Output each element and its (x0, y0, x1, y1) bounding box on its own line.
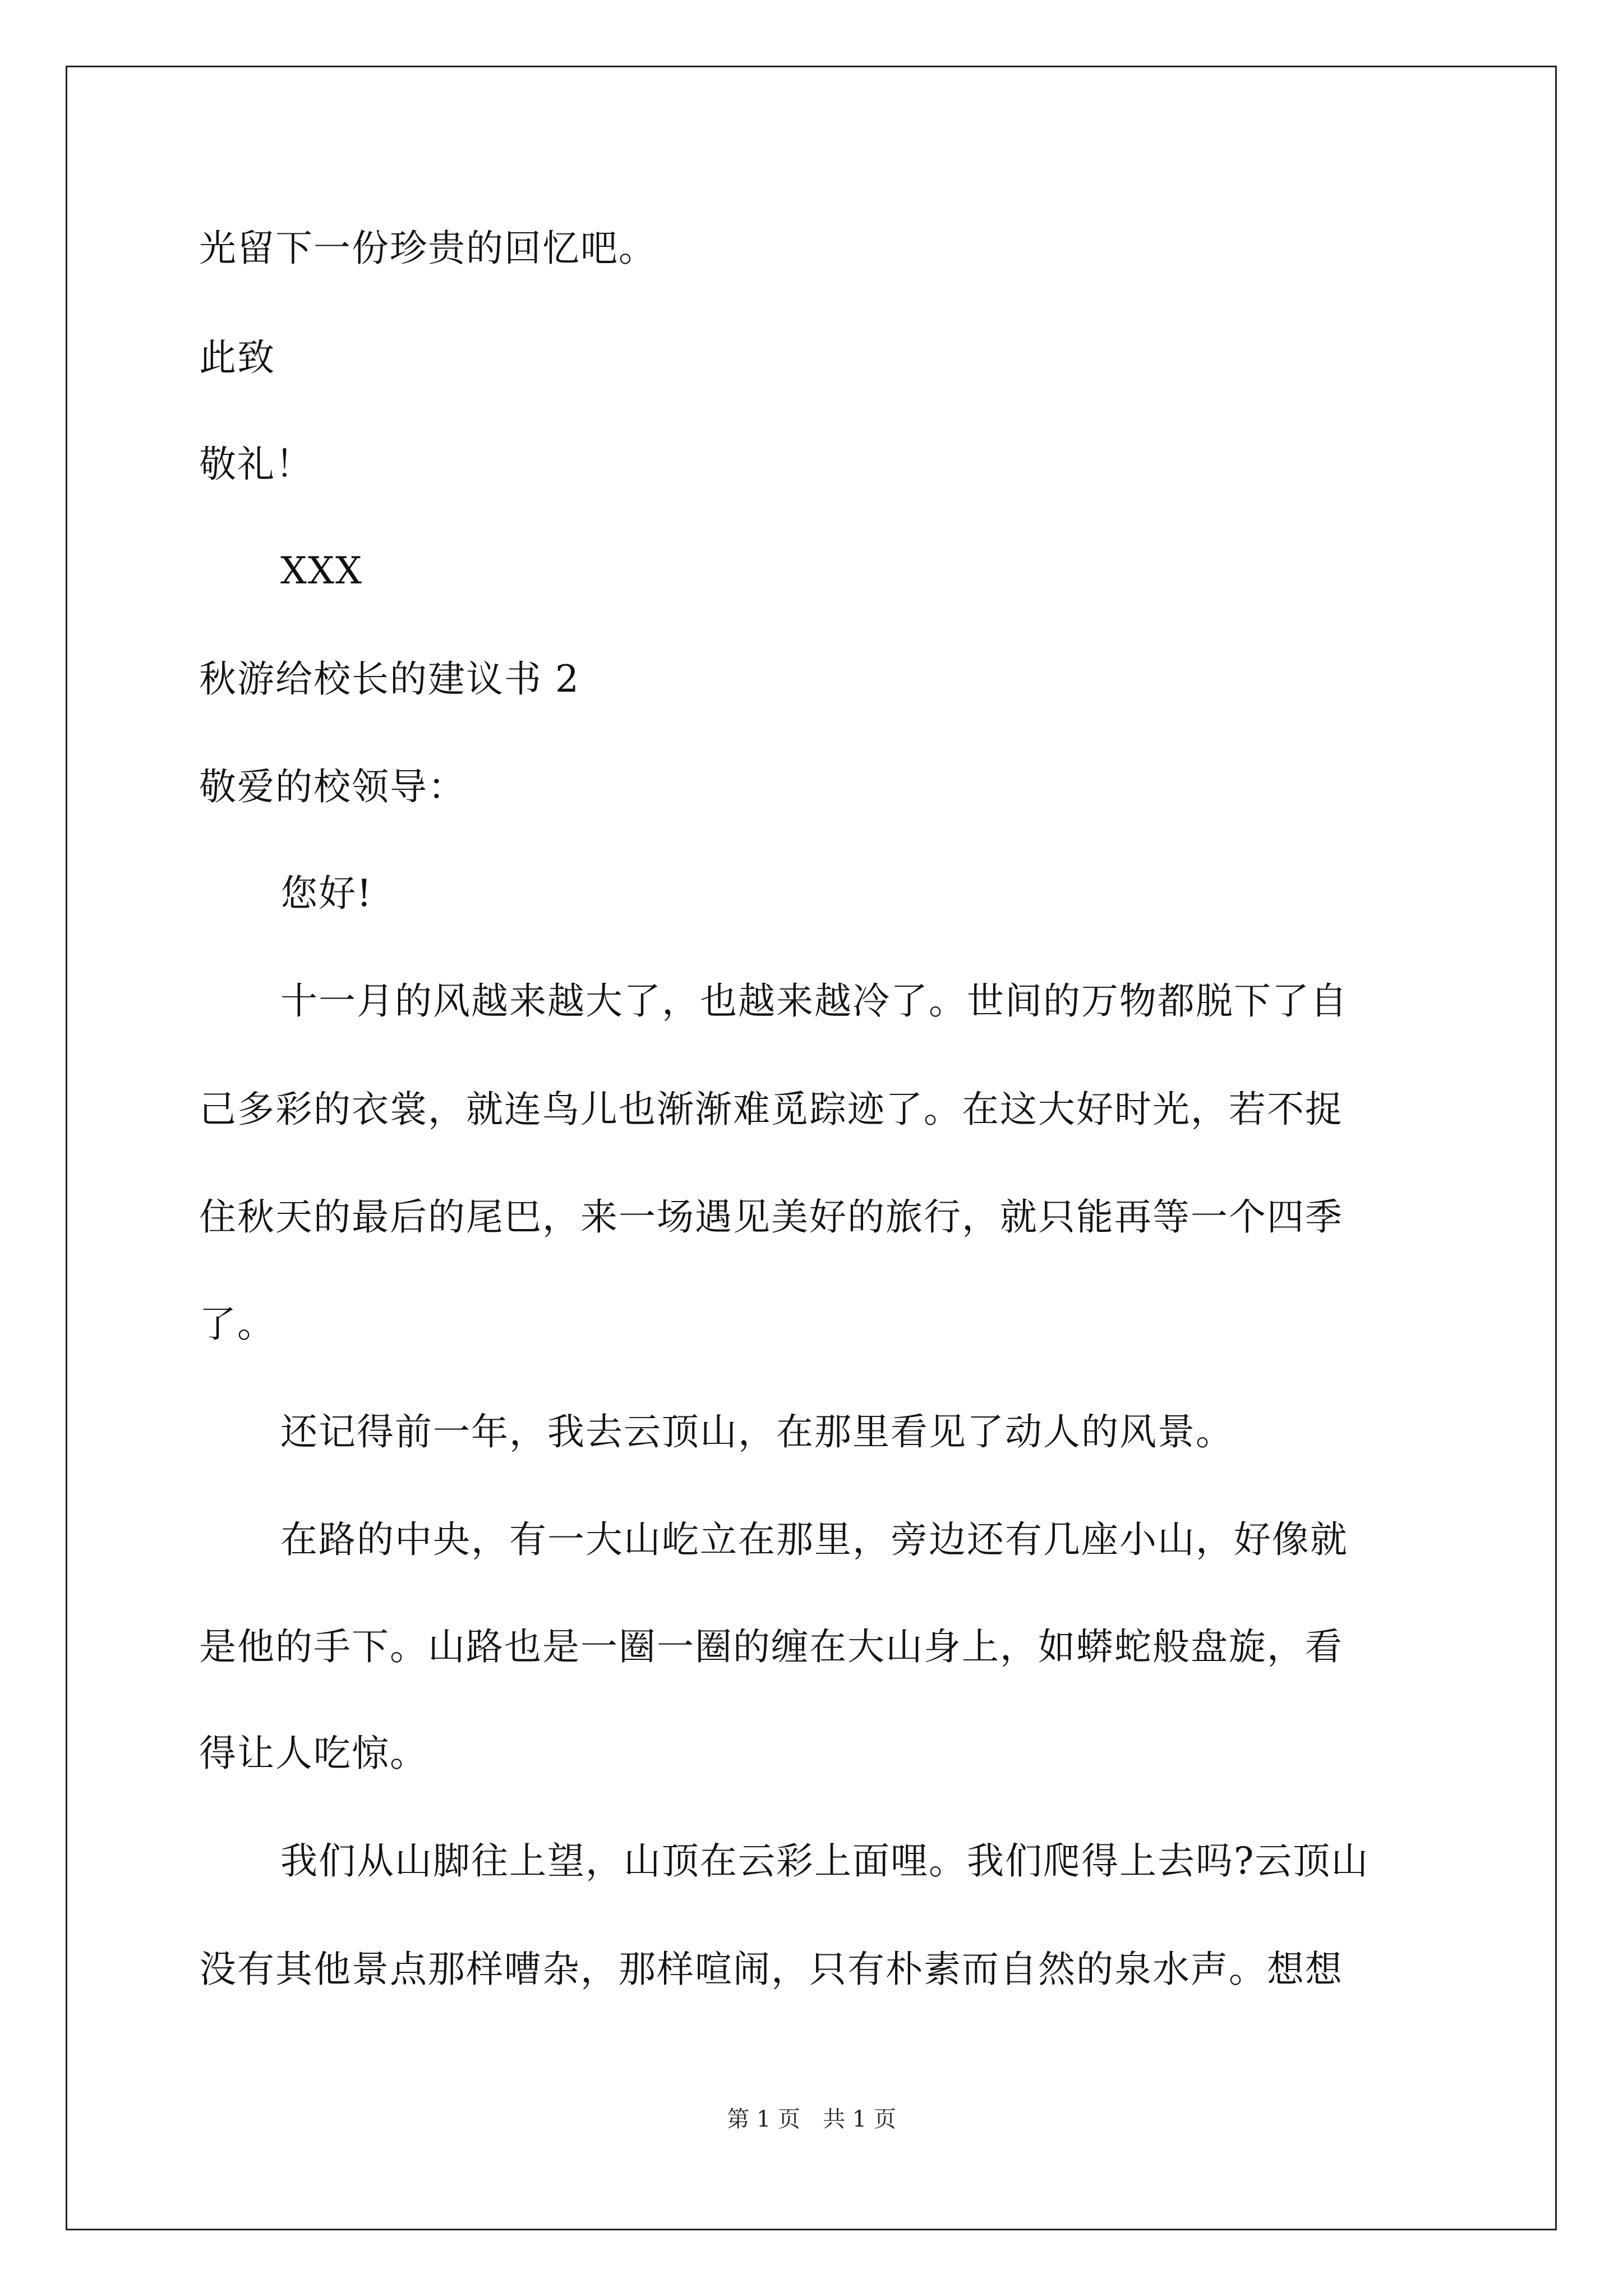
text-line-greeting: 敬爱的校领导： (199, 765, 466, 808)
text-line-signature: XXX (280, 549, 363, 592)
paragraph-4-line-2: 没有其他景点那样嘈杂，那样喧闹，只有朴素而自然的泉水声。想想 (199, 1948, 1343, 1991)
paragraph-1-line-2: 己多彩的衣裳，就连鸟儿也渐渐难觅踪迹了。在这大好时光，若不捉 (199, 1088, 1343, 1131)
paragraph-1-line-1: 十一月的风越来越大了，也越来越冷了。世间的万物都脱下了自 (280, 979, 1348, 1023)
paragraph-1-line-4: 了。 (199, 1303, 275, 1346)
document-title: 秋游给校长的建议书 2 (199, 657, 580, 701)
paragraph-2-line-1: 还记得前一年，我去云顶山，在那里看见了动人的风景。 (280, 1410, 1234, 1453)
text-line-salutation-cizhi: 此致 (199, 336, 275, 379)
paragraph-3-line-3: 得让人吃惊。 (199, 1732, 428, 1775)
paragraph-1-line-3: 住秋天的最后的尾巴，来一场遇见美好的旅行，就只能再等一个四季 (199, 1195, 1343, 1239)
text-line-closing-sentence: 光留下一份珍贵的回忆吧。 (199, 227, 657, 270)
text-line-salutation-jingli: 敬礼！ (199, 443, 313, 486)
paragraph-3-line-1: 在路的中央，有一大山屹立在那里，旁边还有几座小山，好像就 (280, 1518, 1348, 1561)
page-number-footer: 第 1 页 共 1 页 (727, 2106, 896, 2132)
page-border (66, 66, 1557, 2230)
paragraph-3-line-2: 是他的手下。山路也是一圈一圈的缠在大山身上，如蟒蛇般盘旋，看 (199, 1625, 1343, 1668)
paragraph-4-line-1: 我们从山脚往上望，山顶在云彩上面哩。我们爬得上去吗?云顶山 (280, 1839, 1370, 1883)
text-line-hello: 您好! (280, 872, 373, 915)
